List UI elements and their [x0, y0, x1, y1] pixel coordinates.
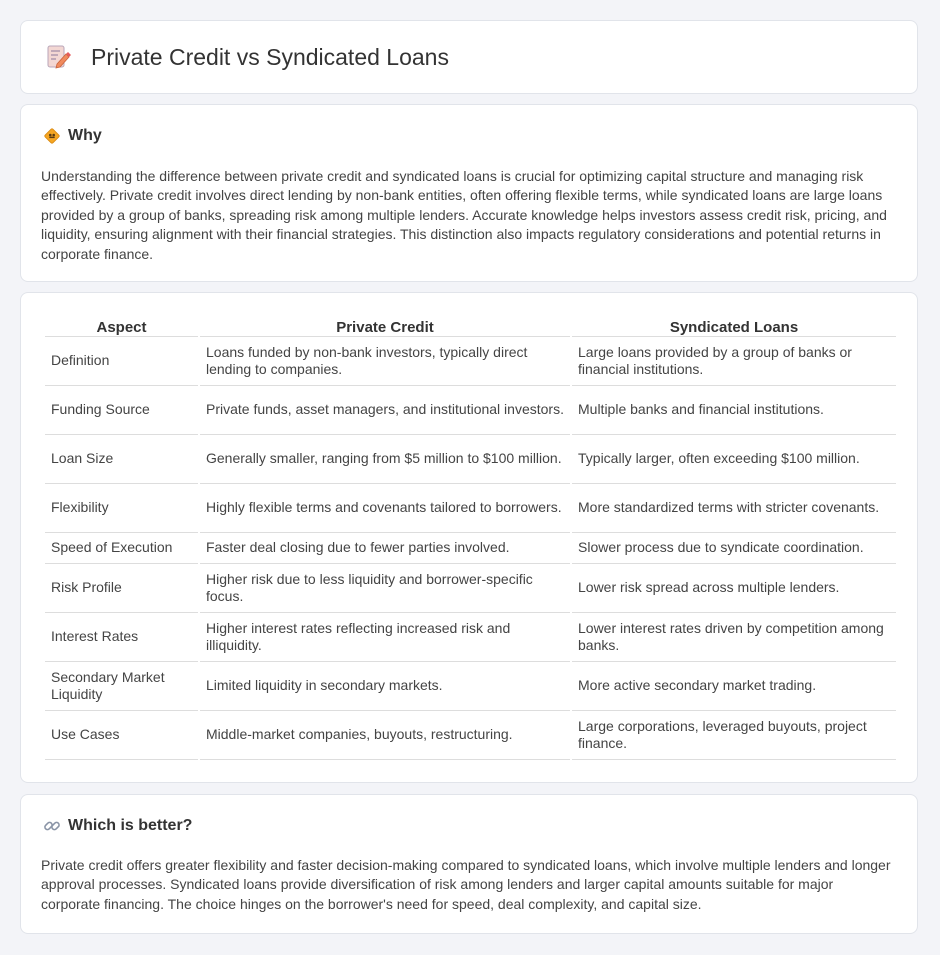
aspect-cell: Speed of Execution [45, 533, 198, 564]
table-row [45, 711, 896, 760]
why-title: Why [68, 127, 102, 144]
aspect-cell: Use Cases [45, 711, 198, 760]
table-header-row [45, 315, 896, 337]
header-private-credit: Private Credit [200, 315, 570, 337]
private-credit-cell: Higher risk due to less liquidity and borrower-specific focus. [200, 564, 570, 613]
comparison-card [20, 292, 918, 783]
table-row [45, 484, 896, 533]
aspect-cell: Interest Rates [45, 613, 198, 662]
private-credit-cell: Private funds, asset managers, and institutional investors. [200, 386, 570, 435]
aspect-cell: Funding Source [45, 386, 198, 435]
comparison-table [43, 315, 898, 760]
private-credit-cell: Generally smaller, ranging from $5 million to $100 million. [200, 435, 570, 484]
better-heading [43, 817, 192, 835]
better-card [20, 794, 918, 934]
private-credit-cell: Middle-market companies, buyouts, restructuring. [200, 711, 570, 760]
syndicated-loans-cell: Typically larger, often exceeding $100 million. [572, 435, 896, 484]
aspect-cell: Risk Profile [45, 564, 198, 613]
syndicated-loans-cell: More standardized terms with stricter covenants. [572, 484, 896, 533]
syndicated-loans-cell: Large loans provided by a group of banks or financial institutions. [572, 337, 896, 386]
why-text: Understanding the difference between private credit and syndicated loans is crucial for optimizing capital structure and managing risk effectively. Private credit involves direct lending by non-bank entities, often offering flexible terms, while syndicated loans are large loans provided by a group of banks, spreading risk among multiple lenders. Accurate knowledge helps investors assess credit risk, pricing, and liquidity, ensuring alignment with their financial strategies. This distinction also impacts regulatory considerations and potential returns in corporate finance. [41, 168, 887, 262]
why-card [20, 104, 918, 282]
table-row [45, 564, 896, 613]
table-row [45, 435, 896, 484]
private-credit-cell: Faster deal closing due to fewer parties involved. [200, 533, 570, 564]
private-credit-cell: Highly flexible terms and covenants tailored to borrowers. [200, 484, 570, 533]
header-aspect: Aspect [45, 315, 198, 337]
table-row [45, 662, 896, 711]
private-credit-cell: Limited liquidity in secondary markets. [200, 662, 570, 711]
better-text: Private credit offers greater flexibility and faster decision-making compared to syndicated loans, which involve multiple lenders and longer approval processes. Syndicated loans provide diversification of risk among lenders and larger capital amounts suitable for major corporate financing. The choice hinges on the borrower's need for speed, deal complexity, and capital size. [41, 857, 891, 912]
better-title: Which is better? [68, 817, 193, 834]
diamond-sign-icon [43, 127, 61, 145]
syndicated-loans-cell: Multiple banks and financial institutions. [572, 386, 896, 435]
syndicated-loans-cell: Lower risk spread across multiple lenders. [572, 564, 896, 613]
header-syndicated-loans: Syndicated Loans [572, 315, 896, 337]
header-card [20, 20, 918, 94]
aspect-cell: Secondary Market Liquidity [45, 662, 198, 711]
title-row [45, 43, 449, 71]
syndicated-loans-cell: Lower interest rates driven by competition among banks. [572, 613, 896, 662]
table-row [45, 337, 896, 386]
aspect-cell: Flexibility [45, 484, 198, 533]
table-row [45, 386, 896, 435]
why-heading [43, 127, 102, 145]
private-credit-cell: Loans funded by non-bank investors, typically direct lending to companies. [200, 337, 570, 386]
document-pen-icon [45, 43, 71, 71]
syndicated-loans-cell: Slower process due to syndicate coordination. [572, 533, 896, 564]
syndicated-loans-cell: Large corporations, leveraged buyouts, project finance. [572, 711, 896, 760]
page-title: Private Credit vs Syndicated Loans [91, 43, 449, 70]
table-row [45, 533, 896, 564]
link-icon [43, 817, 61, 835]
aspect-cell: Loan Size [45, 435, 198, 484]
private-credit-cell: Higher interest rates reflecting increased risk and illiquidity. [200, 613, 570, 662]
table-row [45, 613, 896, 662]
aspect-cell: Definition [45, 337, 198, 386]
syndicated-loans-cell: More active secondary market trading. [572, 662, 896, 711]
